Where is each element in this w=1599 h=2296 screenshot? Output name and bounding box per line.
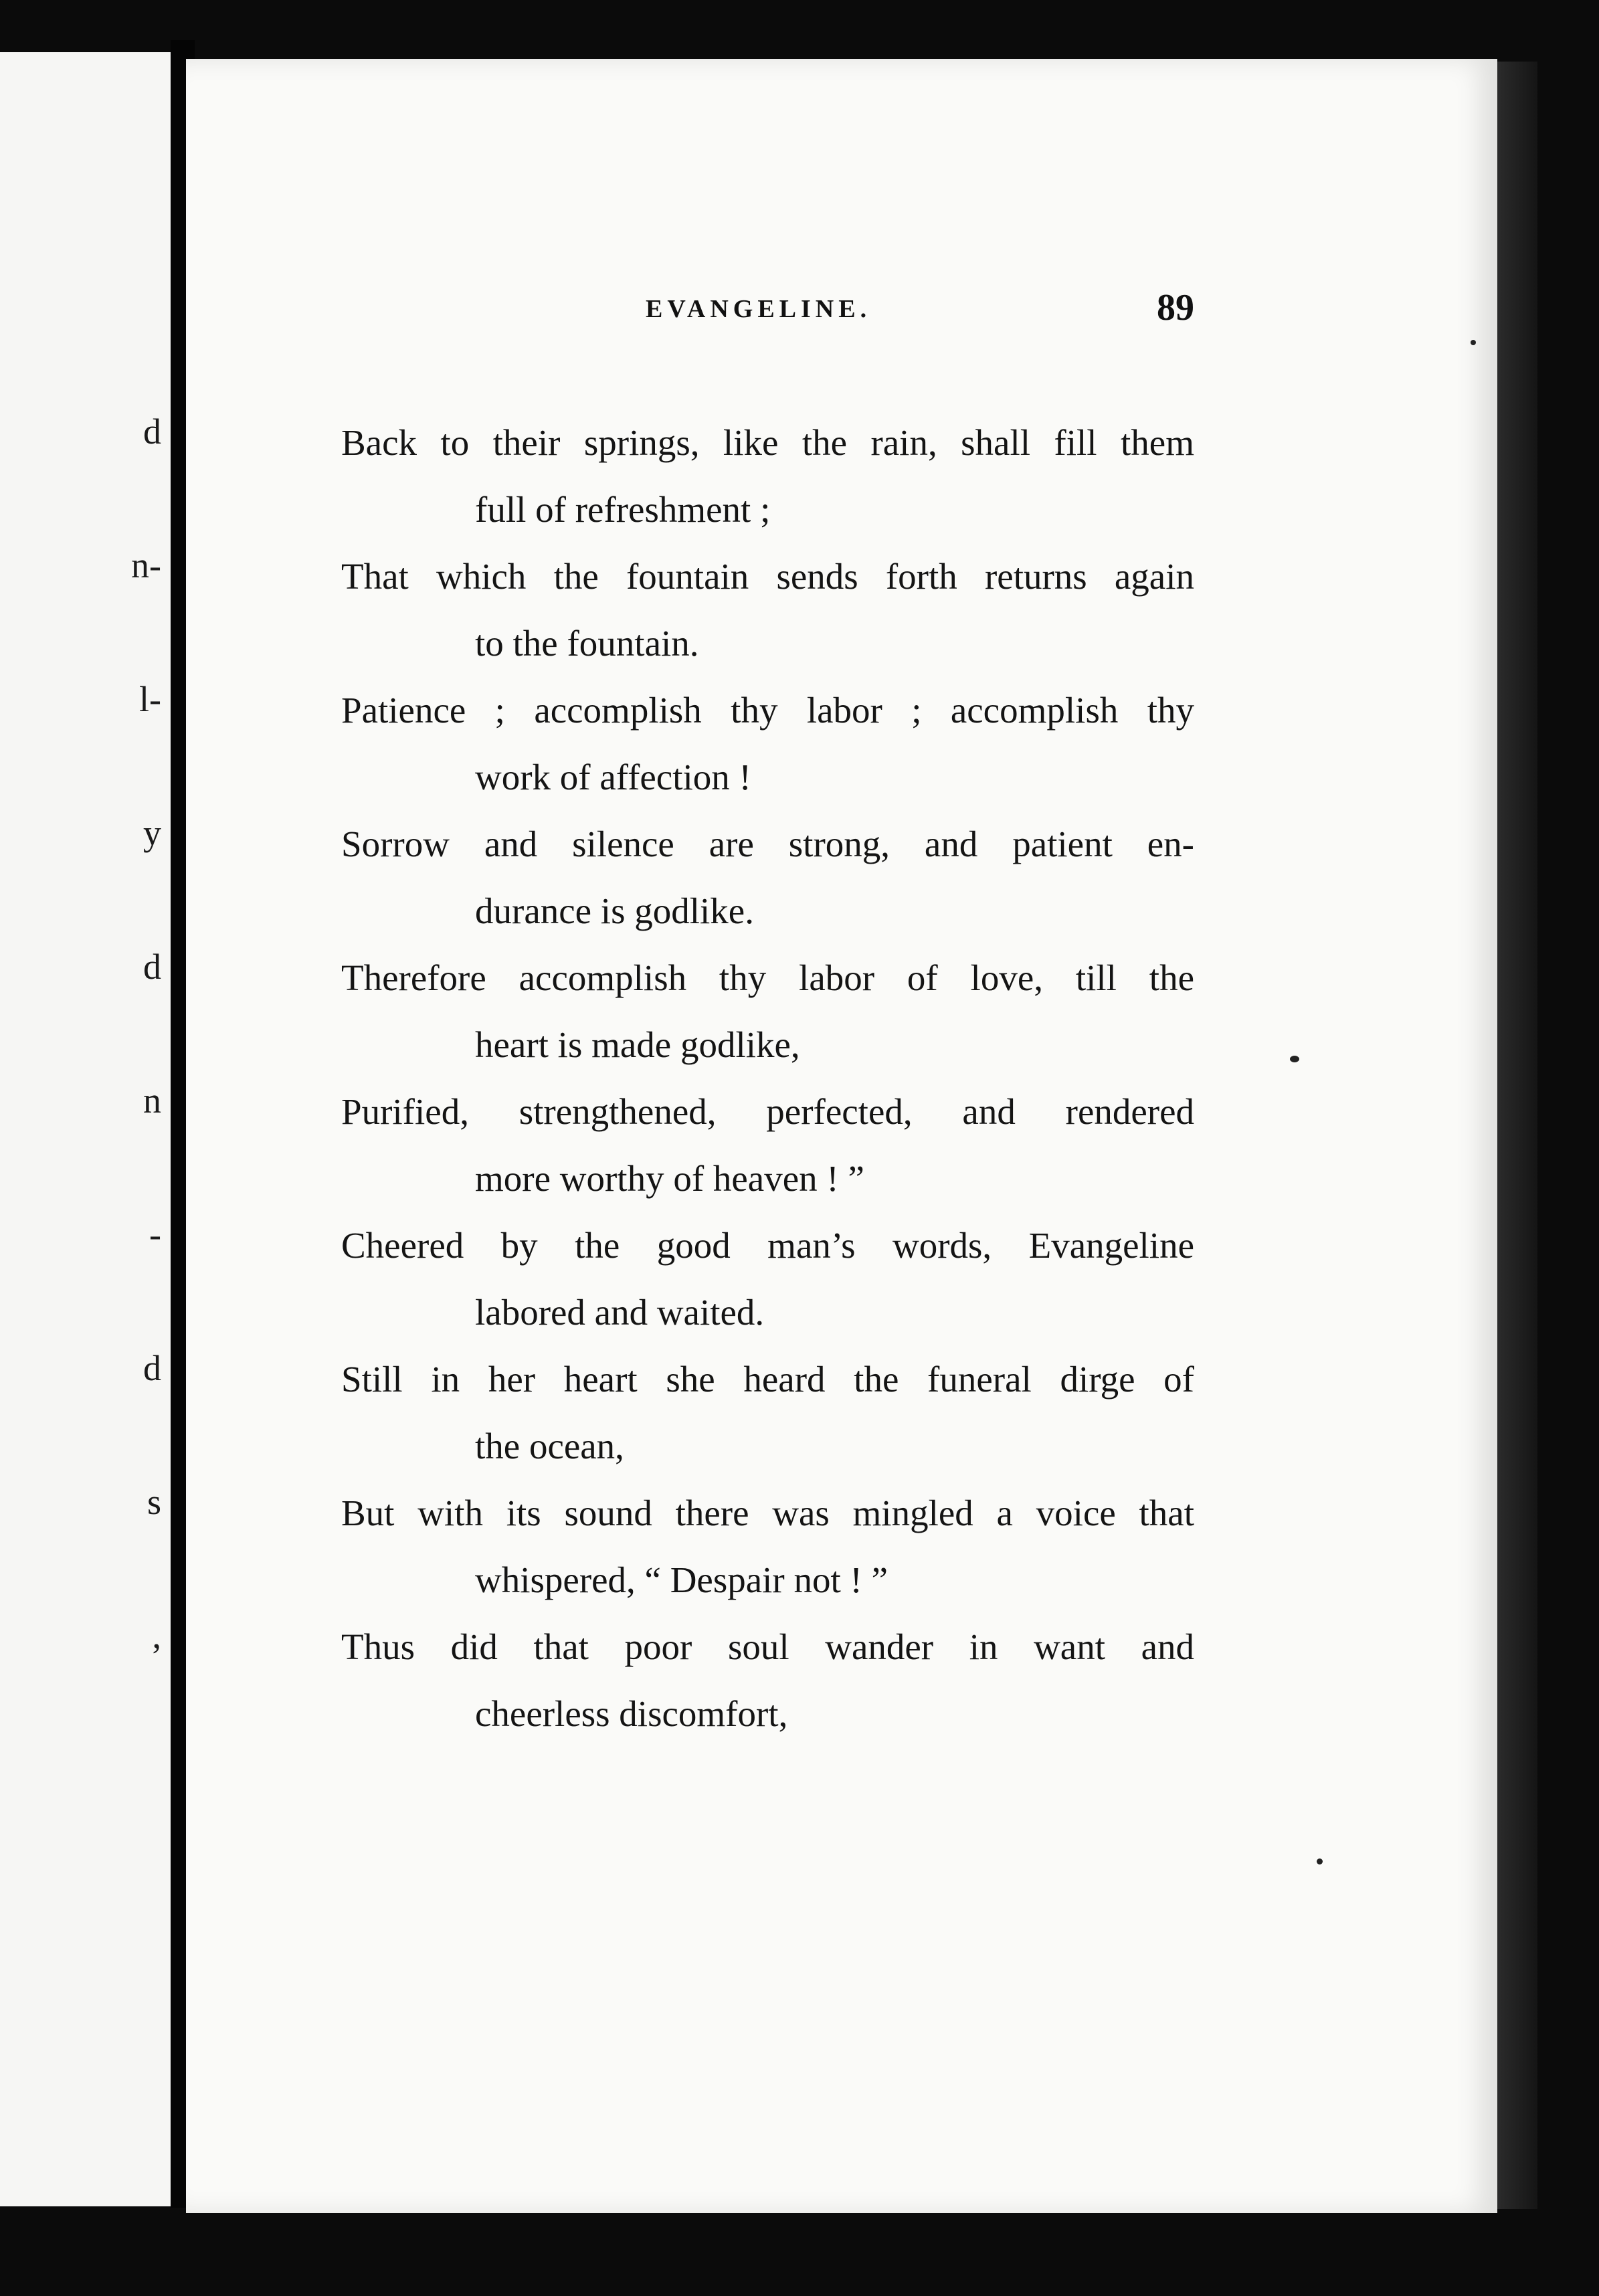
verse-line-continuation: the ocean, (475, 1426, 624, 1466)
verse-line-continuation: heart is made godlike, (475, 1024, 800, 1065)
ink-speck (1317, 1858, 1323, 1864)
verse-line-first: Sorrow and silence are strong, and patient en- (341, 824, 1194, 864)
verse-line (341, 1614, 1194, 1747)
verse-line (341, 1078, 1194, 1212)
verse-line-first: Patience ; accomplish thy labor ; accomplish thy (341, 690, 1194, 731)
verse-text (341, 409, 1194, 1747)
running-title: EVANGELINE. (646, 295, 872, 323)
facing-page-fragment: d (143, 1348, 161, 1388)
verse-line-first: Purified, strengthened, perfected, and rendered (341, 1091, 1194, 1132)
verse-line-continuation: durance is godlike. (475, 890, 754, 931)
facing-page-fragment: d (143, 947, 161, 987)
ink-speck (1471, 340, 1476, 345)
facing-page-fragment: n (143, 1080, 161, 1121)
page-edge (1497, 62, 1537, 2209)
verse-line (341, 409, 1194, 543)
verse-line (341, 677, 1194, 811)
verse-line (341, 1346, 1194, 1480)
facing-page-fragment: - (149, 1214, 161, 1254)
verse-line-continuation: labored and waited. (475, 1292, 765, 1333)
verse-line (341, 1212, 1194, 1346)
verse-line (341, 811, 1194, 945)
verse-line-first: Therefore accomplish thy labor of love, till the (341, 957, 1194, 998)
verse-line-continuation: work of affection ! (475, 757, 751, 797)
facing-page (0, 52, 171, 2206)
verse-line-first: That which the fountain sends forth returns again (341, 556, 1194, 597)
ink-speck (1290, 1056, 1299, 1062)
page-number: 89 (1157, 287, 1194, 328)
facing-page-fragment: y (143, 813, 161, 853)
verse-line-continuation: full of refreshment ; (475, 489, 771, 530)
facing-page-fragment: n- (131, 545, 161, 585)
verse-line-continuation: cheerless discomfort, (475, 1693, 788, 1734)
verse-line-first: Cheered by the good man’s words, Evangeline (341, 1225, 1194, 1266)
page-header (646, 286, 1194, 333)
verse-line (341, 945, 1194, 1078)
facing-page-fragment: , (152, 1616, 161, 1656)
verse-line (341, 1480, 1194, 1614)
verse-line (341, 543, 1194, 677)
verse-line-first: But with its sound there was mingled a voice that (341, 1493, 1194, 1533)
facing-page-fragment: d (143, 411, 161, 452)
verse-line-first: Still in her heart she heard the funeral dirge of (341, 1359, 1194, 1400)
verse-line-first: Back to their springs, like the rain, shall fill them (341, 422, 1194, 463)
verse-line-continuation: to the fountain. (475, 623, 699, 664)
facing-page-fragment: l- (139, 679, 161, 719)
facing-page-fragment: s (147, 1482, 161, 1522)
verse-line-continuation: whispered, “ Despair not ! ” (475, 1559, 888, 1600)
verse-line-first: Thus did that poor soul wander in want and (341, 1626, 1194, 1667)
verse-line-continuation: more worthy of heaven ! ” (475, 1158, 864, 1199)
